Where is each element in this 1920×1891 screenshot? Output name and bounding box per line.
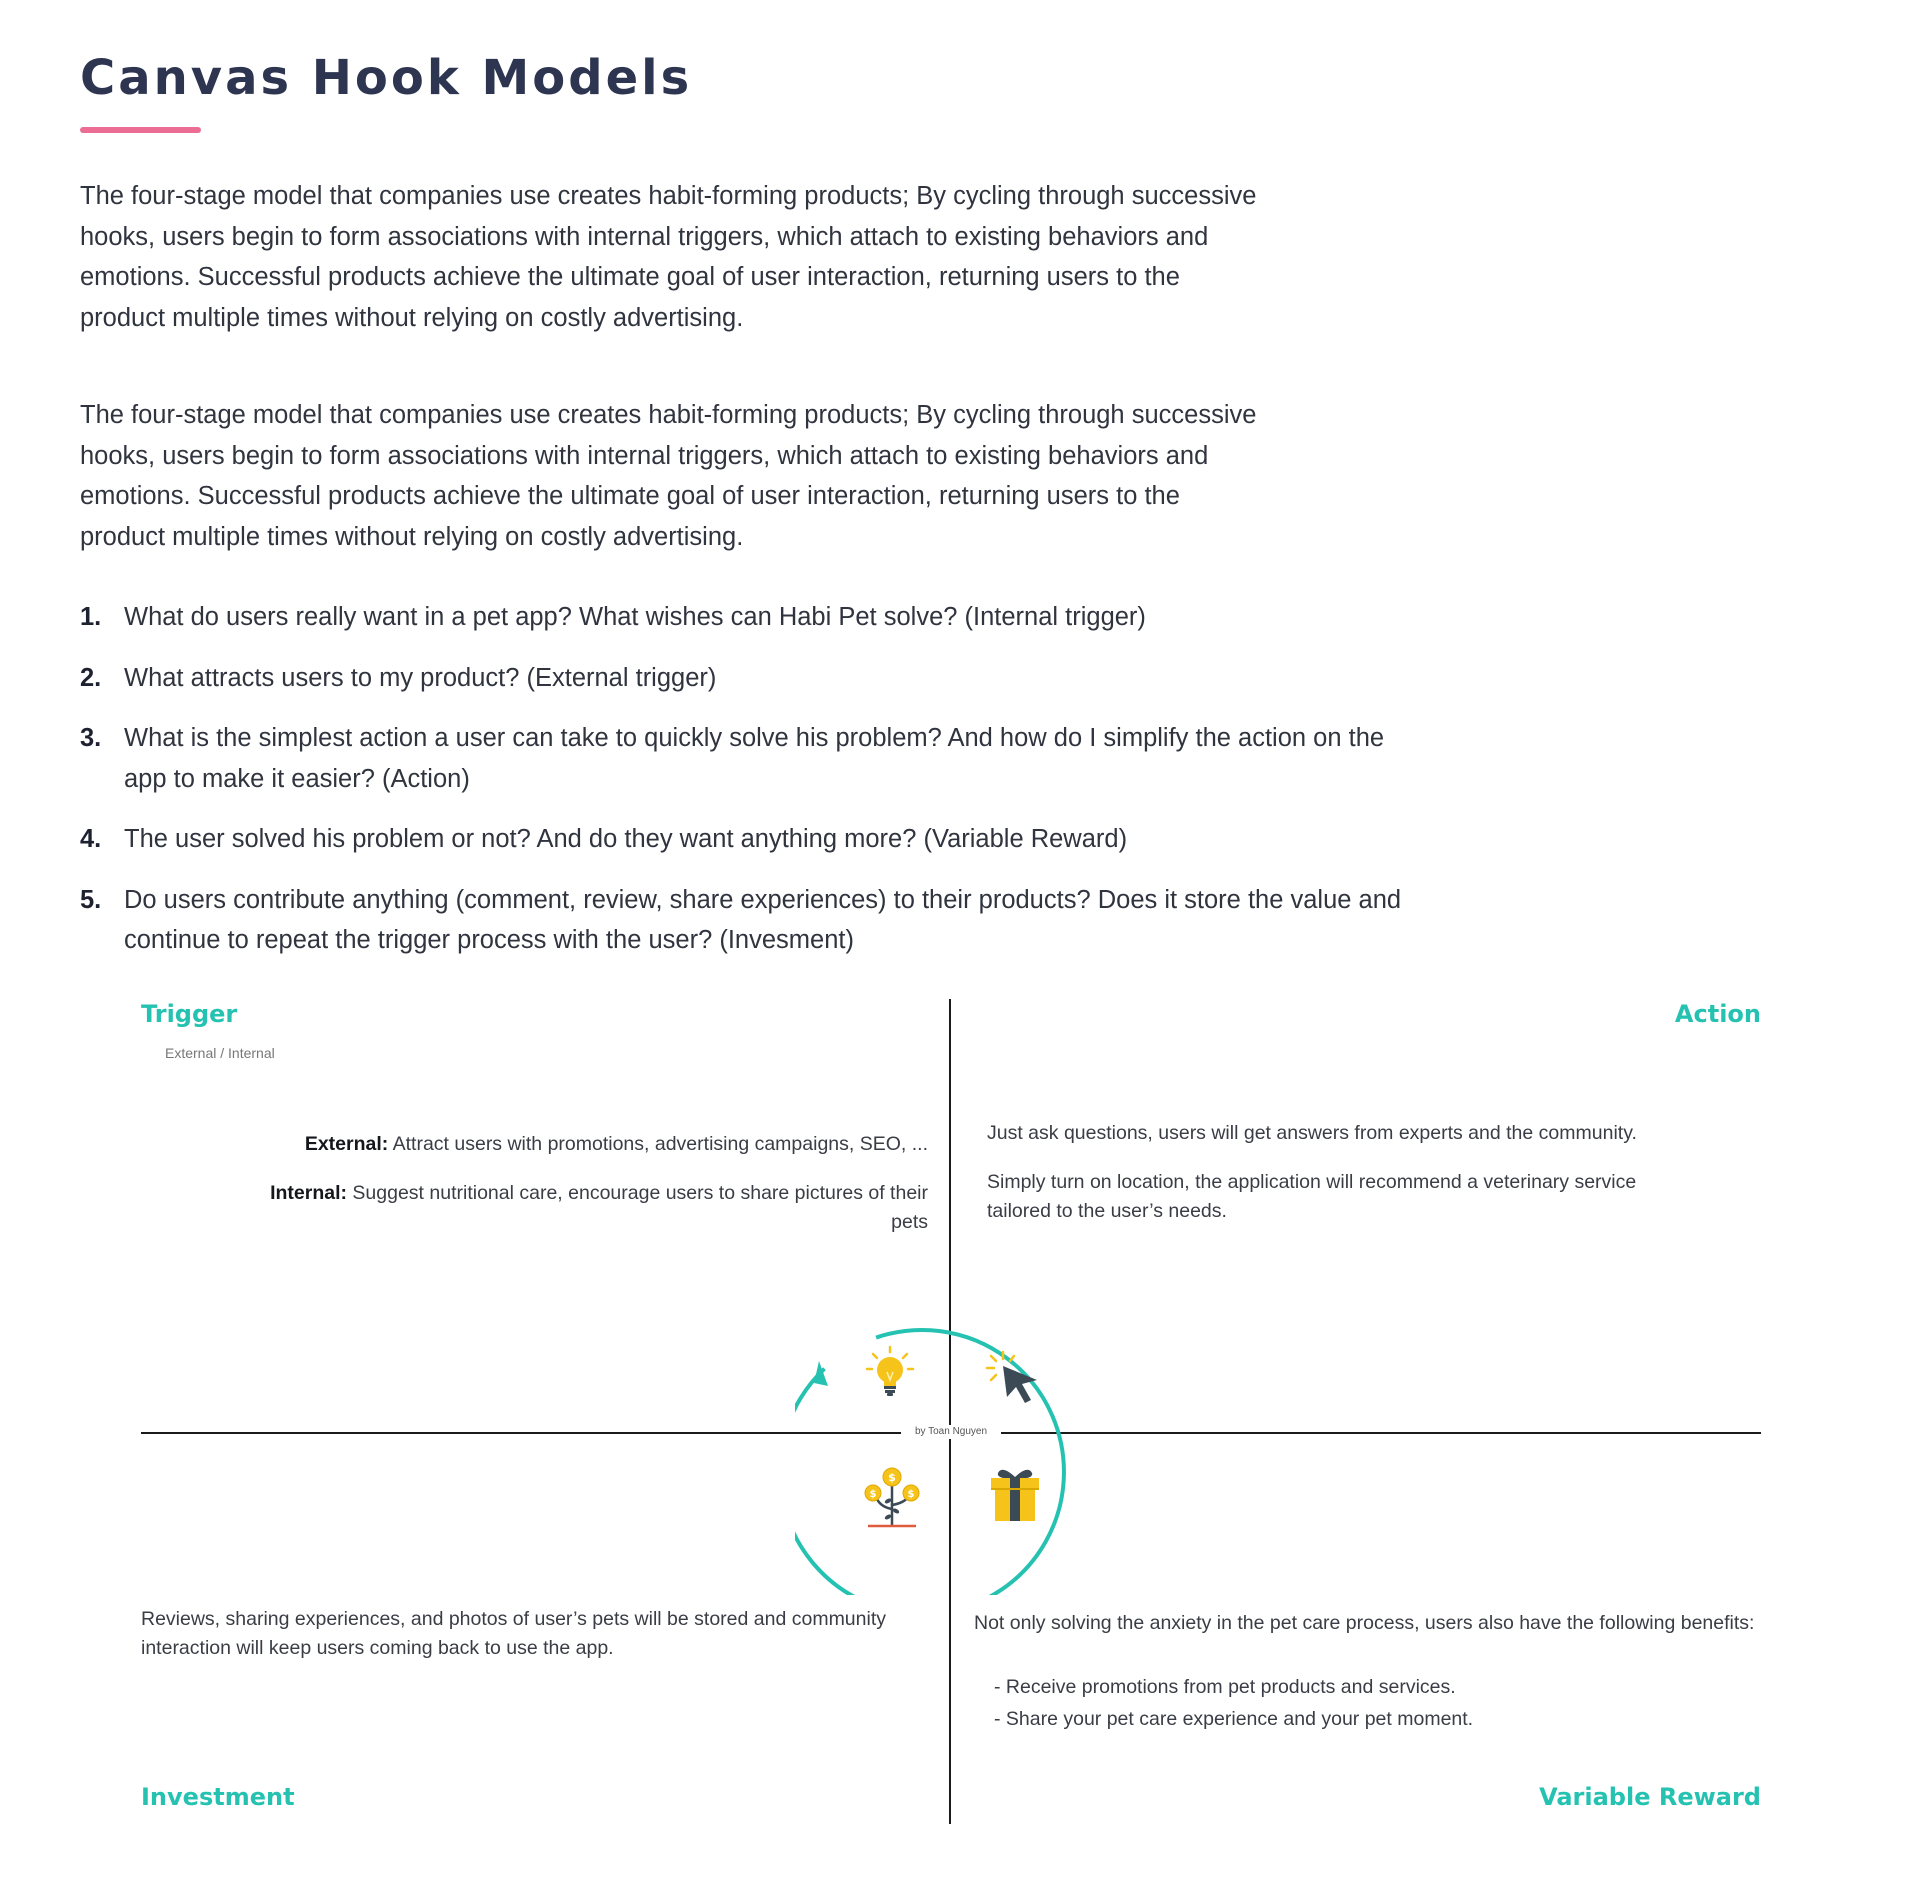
svg-text:$: $ [869,1489,877,1500]
trigger-label: Trigger [141,1000,238,1028]
money-plant-icon [862,1465,922,1529]
intro-paragraph-1: The four-stage model that companies use creates habit-forming products; By cycling through successive hooks, users begin to form associations with internal triggers, which attach to existing behaviors and emotions. Successful products achieve the ultimate goal of user interaction, returning users to the product multiple times without relying on costly advertising. [80,182,1257,332]
external-description: Attract users with promotions, advertising campaigns, SEO, ... [388,1133,928,1155]
question-item-1 [80,597,1420,638]
trigger-external-text [228,1130,928,1159]
svg-text:$: $ [907,1489,915,1500]
question-number: 5. [80,885,102,914]
hook-cycle [795,1285,1105,1595]
question-item-4 [80,819,1420,860]
question-text: The user solved his problem or not? And do they want anything more? (Variable Reward) [124,825,1128,853]
question-text: What attracts users to my product? (External trigger) [124,663,717,692]
trigger-sublabel: External / Internal [165,1045,275,1061]
question-number: 2. [80,663,102,692]
page-title: Canvas Hook Models [80,50,693,106]
action-label: Action [1674,1000,1761,1028]
question-item-2 [80,658,1420,699]
byline: by Toan Nguyen [901,1425,1001,1439]
question-number: 3. [80,724,102,752]
question-text: Do users contribute anything (comment, review, share experiences) to their products? Does it store the value and continue to repeat the trigger process with the user? (Invesment) [124,885,1402,954]
svg-text:$: $ [888,1471,896,1484]
question-text: What do users really want in a pet app? What wishes can Habi Pet solve? (Internal trigger) [124,603,1146,631]
question-text: What is the simplest action a user can take to quickly solve his problem? And how do I simplify the action on the app to make it easier? (Action) [124,724,1385,793]
variable-reward-bullet-2: - Share your pet care experience and your pet moment. [994,1708,1474,1730]
internal-label: Internal: [270,1182,347,1204]
question-item-3 [80,718,1420,799]
investment-text: Reviews, sharing experiences, and photos of user’s pets will be stored and community interaction will keep users coming back to use the app. [141,1608,886,1659]
internal-description: Suggest nutritional care, encourage users to share pictures of their pets [347,1182,928,1233]
cursor-click-icon [985,1350,1045,1406]
question-list [80,597,1420,981]
intro-paragraph-2: The four-stage model that companies use creates habit-forming products; By cycling through successive hooks, users begin to form associations with internal triggers, which attach to existing behaviors and emotions. Successful products achieve the ultimate goal of user interaction, returning users to the product multiple times without relying on costly advertising. [80,401,1257,551]
gift-icon [988,1465,1042,1523]
question-number: 4. [80,825,102,853]
investment-label: Investment [141,1783,295,1811]
cycle-arrowhead [814,1361,828,1386]
question-number: 1. [80,603,102,631]
question-item-5 [80,880,1420,961]
trigger-internal-text [228,1179,928,1237]
lightbulb-icon [865,1345,915,1401]
action-text-1: Just ask questions, users will get answers from experts and the community. [987,1122,1637,1144]
variable-reward-label: Variable Reward [1539,1783,1761,1811]
variable-reward-text: Not only solving the anxiety in the pet care process, users also have the following benefits: [974,1612,1755,1634]
external-label: External: [304,1133,389,1155]
title-underline [80,127,201,133]
variable-reward-bullet-1: - Receive promotions from pet products and services. [994,1676,1456,1698]
action-text-2: Simply turn on location, the application will recommend a veterinary service tailored to the user’s needs. [987,1171,1637,1222]
